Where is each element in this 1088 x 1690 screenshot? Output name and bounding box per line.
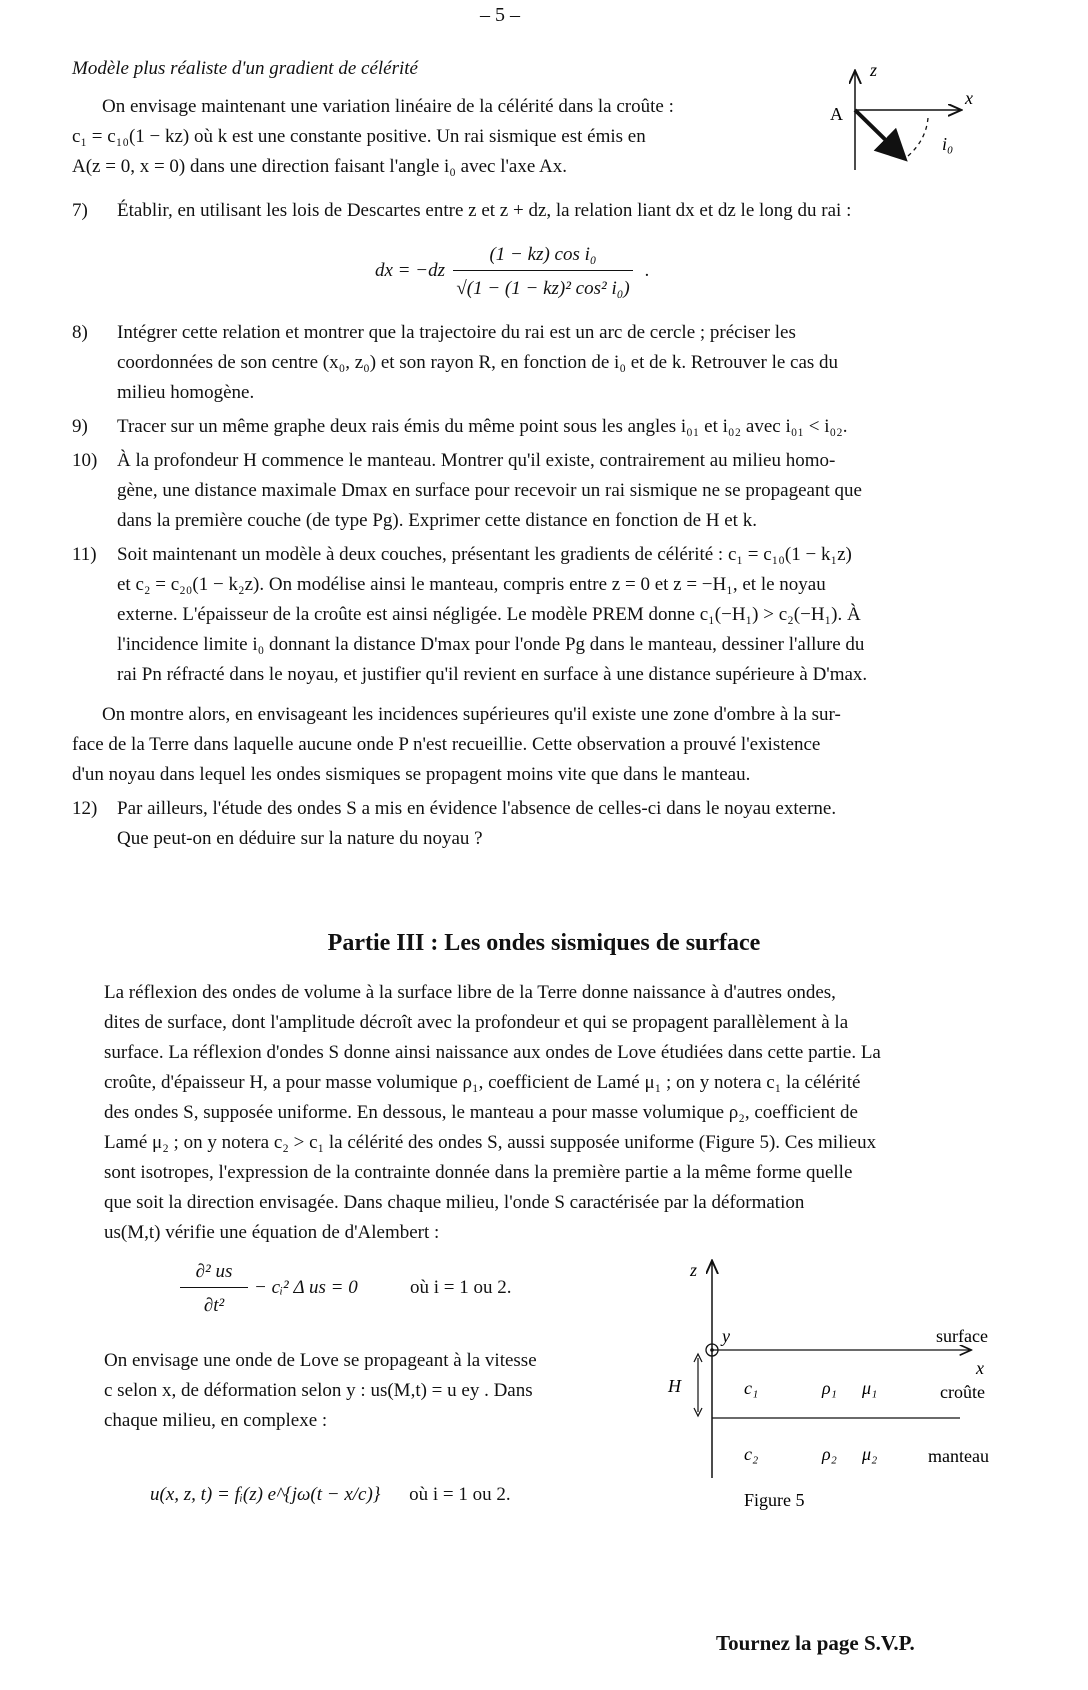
question-8	[72, 318, 1072, 408]
intro-line-3: A(z = 0, x = 0) dans une direction faisant l'angle i₀ avec l'axe Ax.	[72, 156, 567, 177]
fig5-crust-label: croûte	[940, 1382, 985, 1402]
fig5-y-label: y	[722, 1326, 730, 1346]
love-paragraph	[104, 1346, 624, 1436]
dalembert-equation	[180, 1255, 640, 1325]
question-11	[72, 540, 1072, 690]
figure-5	[640, 1250, 1060, 1520]
section-heading: Modèle plus réaliste d'un gradient de célérité	[72, 58, 418, 79]
question-9-number: 9)	[72, 416, 88, 437]
part-3-line-2: dites de surface, dont l'amplitude décroît avec la profondeur et qui se propagent parallèlement à la	[104, 1012, 849, 1033]
complex-equation	[150, 1480, 630, 1510]
page-number: – 5 –	[480, 4, 520, 26]
question-8-line-3: milieu homogène.	[117, 382, 255, 403]
part-3-line-4: croûte, d'épaisseur H, a pour masse volumique ρ₁, coefficient de Lamé μ₁ ; on y notera c₁ la célérité	[104, 1072, 861, 1093]
dalembert-fraction-bar	[180, 1287, 248, 1288]
equation-7-fraction-bar	[453, 270, 633, 271]
question-7-text: Établir, en utilisant les lois de Descartes entre z et z + dz, la relation liant dx et dz le long du rai :	[117, 200, 852, 221]
part-3-line-3: surface. La réflexion d'ondes S donne ainsi naissance aux ondes de Love étudiées dans cette partie. La	[104, 1042, 881, 1063]
question-8-number: 8)	[72, 322, 88, 343]
dalembert-numerator: ∂² us	[195, 1261, 233, 1282]
ray-axis-figure	[800, 60, 1000, 180]
question-12-line-1: Par ailleurs, l'étude des ondes S a mis en évidence l'absence de celles-ci dans le noyau externe.	[117, 798, 837, 819]
equation-7-denominator: √(1 − (1 − kz)² cos² i₀)	[456, 278, 630, 299]
question-12-number: 12)	[72, 798, 98, 819]
conclusion-paragraph	[72, 700, 1072, 790]
intro-line-2: c₁ = c₁₀(1 − kz) où k est une constante positive. Un rai sismique est émis en	[72, 126, 646, 147]
conclusion-line-3: d'un noyau dans lequel les ondes sismiques se propagent moins vite que dans le manteau.	[72, 764, 751, 785]
equation-7	[375, 236, 675, 306]
dalembert-condition: où i = 1 ou 2.	[410, 1277, 512, 1298]
question-9	[72, 412, 1072, 442]
angle-i0-label: i₀	[942, 134, 954, 154]
question-12	[72, 794, 1072, 854]
fig5-surface-label: surface	[936, 1326, 988, 1346]
part-3-line-9: us(M,t) vérifie une équation de d'Alembert :	[104, 1222, 440, 1243]
question-10	[72, 446, 1072, 536]
equation-7-end: .	[645, 260, 650, 281]
fig5-z-label: z	[690, 1260, 698, 1280]
angle-arc	[908, 118, 928, 156]
dalembert-rest: − cᵢ² Δ us = 0	[254, 1277, 358, 1298]
axis-x-label: x	[965, 88, 973, 108]
love-line-1: On envisage une onde de Love se propageant à la vitesse	[104, 1350, 537, 1371]
part-3-line-8: que soit la direction envisagée. Dans chaque milieu, l'onde S caractérisée par la déformation	[104, 1192, 805, 1213]
ray-arrow	[855, 110, 902, 156]
fig5-c1-label: c₁	[744, 1378, 759, 1398]
part-3-title: Partie III : Les ondes sismiques de surface	[327, 930, 761, 956]
question-10-number: 10)	[72, 450, 98, 471]
fig5-c2-label: c₂	[744, 1444, 759, 1464]
part-3-paragraph	[104, 978, 1048, 1248]
question-11-number: 11)	[72, 544, 97, 565]
fig5-rho1-label: ρ₁	[822, 1378, 837, 1398]
question-7	[72, 196, 1072, 226]
fig5-y-axis-dot	[710, 1348, 714, 1352]
question-10-line-3: dans la première couche (de type Pg). Exprimer cette distance en fonction de H et k.	[117, 510, 757, 531]
love-line-3: chaque milieu, en complexe :	[104, 1410, 328, 1431]
complex-condition: où i = 1 ou 2.	[409, 1484, 511, 1505]
question-11-line-4: l'incidence limite i₀ donnant la distance D'max pour l'onde Pg dans le manteau, dessiner l'allure du	[117, 634, 865, 655]
fig5-mantle-label: manteau	[928, 1446, 989, 1466]
intro-line-1: On envisage maintenant une variation linéaire de la célérité dans la croûte :	[102, 96, 674, 117]
axis-z-label: z	[870, 60, 878, 80]
fig5-mu2-label: μ₂	[862, 1444, 878, 1464]
point-a-label: A	[830, 104, 843, 124]
fig5-h-label: H	[668, 1376, 681, 1396]
question-12-line-2: Que peut-on en déduire sur la nature du noyau ?	[117, 828, 483, 849]
fig5-caption: Figure 5	[744, 1490, 805, 1510]
footer-turn-page: Tournez la page S.V.P.	[716, 1631, 915, 1655]
question-11-line-2: et c₂ = c₂₀(1 − k₂z). On modélise ainsi le manteau, compris entre z = 0 et z = −H₁, et le noyau	[117, 574, 826, 595]
question-11-line-5: rai Pn réfracté dans le noyau, et justifier qu'il revient en surface à une distance supérieure à D'max.	[117, 664, 868, 685]
part-3-line-7: sont isotropes, l'expression de la contrainte donnée dans la première partie a la même forme quelle	[104, 1162, 853, 1183]
question-11-line-3: externe. L'épaisseur de la croûte est ainsi négligée. Le modèle PREM donne c₁(−H₁) > c₂(−H₁). À	[117, 604, 861, 625]
question-8-line-2: coordonnées de son centre (x₀, z₀) et son rayon R, en fonction de i₀ et de k. Retrouver le cas du	[117, 352, 839, 373]
part-3-line-5: des ondes S, supposée uniforme. En dessous, le manteau a pour masse volumique ρ₂, coefficient de	[104, 1102, 858, 1123]
complex-expression: u(x, z, t) = fᵢ(z) e^{jω(t − x/c)}	[150, 1484, 381, 1505]
fig5-x-label: x	[976, 1358, 984, 1378]
love-line-2: c selon x, de déformation selon y : us(M,t) = u ey . Dans	[104, 1380, 533, 1401]
question-8-line-1: Intégrer cette relation et montrer que la trajectoire du rai est un arc de cercle ; préciser les	[117, 322, 796, 343]
fig5-rho2-label: ρ₂	[822, 1444, 837, 1464]
conclusion-line-1: On montre alors, en envisageant les incidences supérieures qu'il existe une zone d'ombre à la sur-	[102, 704, 841, 725]
question-9-text: Tracer sur un même graphe deux rais émis du même point sous les angles i₀₁ et i₀₂ avec i₀₁ < i₀₂.	[117, 416, 848, 437]
question-10-line-2: gène, une distance maximale Dmax en surface pour recevoir un rai sismique ne se propageant que	[117, 480, 862, 501]
dalembert-denominator: ∂t²	[203, 1295, 225, 1316]
question-11-line-1: Soit maintenant un modèle à deux couches, présentant les gradients de célérité : c₁ = c₁₀(1 − k₁z)	[117, 544, 852, 565]
question-7-number: 7)	[72, 200, 88, 221]
equation-7-left: dx = −dz	[375, 260, 445, 281]
intro-paragraph	[72, 92, 792, 182]
fig5-mu1-label: μ₁	[862, 1378, 878, 1398]
conclusion-line-2: face de la Terre dans laquelle aucune onde P n'est recueillie. Cette observation a prouvé l'existence	[72, 734, 821, 755]
equation-7-numerator: (1 − kz) cos i₀	[489, 244, 597, 265]
part-3-line-1: La réflexion des ondes de volume à la surface libre de la Terre donne naissance à d'autres ondes,	[104, 982, 836, 1003]
part-3-line-6: Lamé μ₂ ; on y notera c₂ > c₁ la célérité des ondes S, aussi supposée uniforme (Figure 5). Ces milieux	[104, 1132, 877, 1153]
question-10-line-1: À la profondeur H commence le manteau. Montrer qu'il existe, contrairement au milieu homo-	[117, 450, 836, 471]
